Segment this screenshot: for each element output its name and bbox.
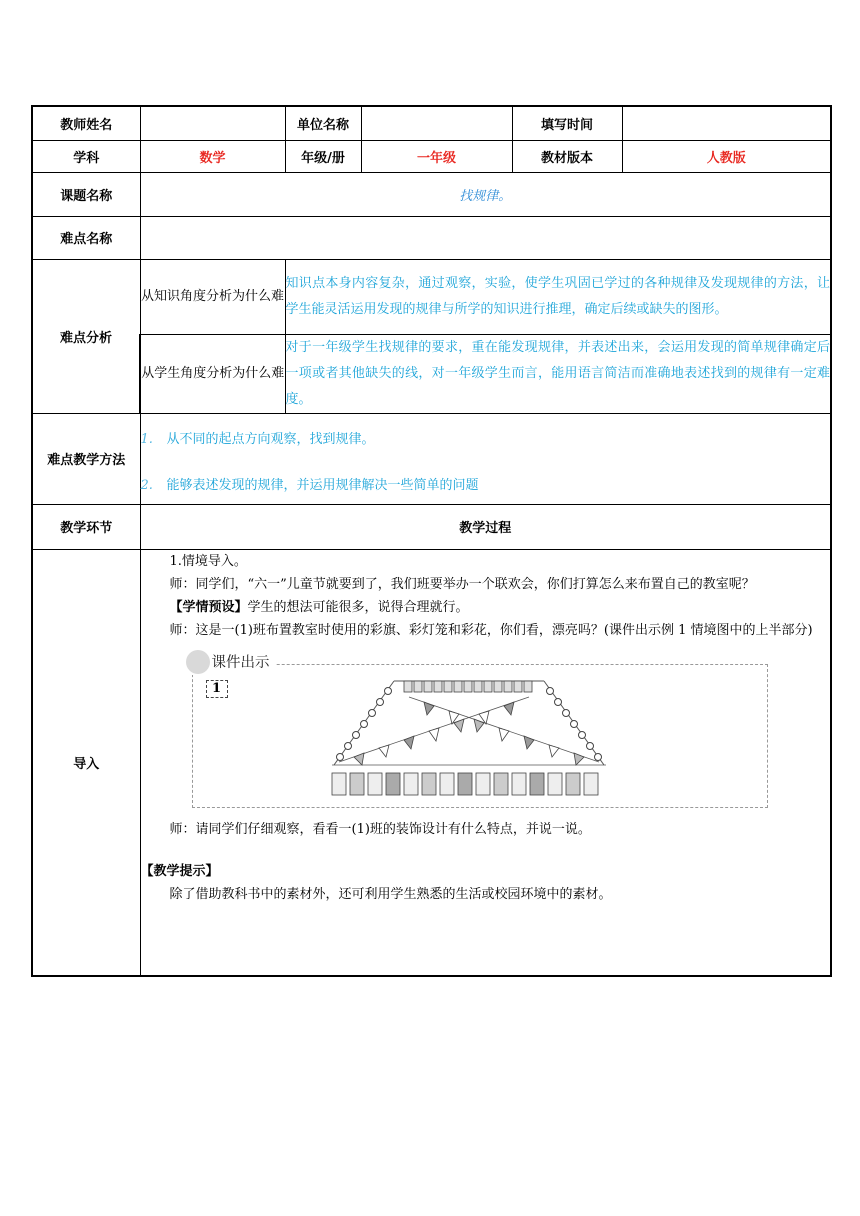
courseware-figure [184,652,768,812]
subject-label: 学科 [32,140,140,172]
lesson-plan-table [31,105,832,977]
knowledge-angle-label: 从知识角度分析为什么难 [140,259,285,334]
teacher-name-label: 教师姓名 [32,106,140,140]
preset-text: 学生的想法可能很多，说得合理就行。 [247,599,469,615]
difficulty-name-value [140,216,831,259]
edition-value: 人教版 [622,140,831,172]
intro-teacher-observe: 师：请同学们仔细观察，看看一(1)班的装饰设计有什么特点，并说一说。 [169,821,591,837]
topic-value: 找规律。 [140,172,831,216]
method-text-1: 从不同的起点方向观察，找到规律。 [166,431,375,447]
courseware-badge-text: 课件出示 [211,654,270,671]
methods-content [140,413,831,504]
info-row-1 [32,106,831,140]
pennant-flags-icon [339,697,599,765]
methods-label: 难点教学方法 [32,413,140,504]
unit-name-label: 单位名称 [285,106,361,140]
info-row-2 [32,140,831,172]
student-angle-text: 对于一年级学生找规律的要求，重在能发现规律，并表述出来，会运用发现的简单规律确定后一项或者其他缺失的线，对一年级学生而言，能用语言简洁而准确地表述找到的规律有一定难度。 [285,334,831,413]
unit-name-value [361,106,512,140]
intro-teacher-show: 师：这是一(1)班布置教室时使用的彩旗、彩灯笼和彩花，你们看，漂亮吗？(课件出示例 1 情境图中的上半部分) [169,622,813,638]
method-num-1: 1. [140,431,153,447]
student-angle-label: 从学生角度分析为什么难 [140,334,285,413]
difficulty-name-row [32,216,831,259]
courseware-badge [192,652,276,675]
intro-preset [141,596,831,619]
intro-heading: 1.情境导入。 [169,553,247,569]
flower-string-icon [334,681,604,765]
topic-row [32,172,831,216]
intro-stage-label: 导入 [32,549,140,976]
method-item-1 [141,430,831,450]
subject-value: 数学 [140,140,285,172]
difficulty-name-label: 难点名称 [32,216,140,259]
fill-time-value [622,106,831,140]
process-header-label: 教学过程 [140,504,831,549]
grade-label: 年级/册 [285,140,361,172]
intro-process-content [140,549,831,976]
fill-time-label: 填写时间 [512,106,622,140]
bottom-lantern-row-icon [332,765,606,795]
topic-label: 课题名称 [32,172,140,216]
teacher-name-value [140,106,285,140]
knowledge-angle-text: 知识点本身内容复杂，通过观察，实验，使学生巩固已学过的各种规律及发现规律的方法，让学生能灵活运用发现的规律与所学的知识进行推理，确定后续或缺失的图形。 [285,259,831,334]
preset-label: 【学情预设】 [169,599,248,615]
process-header-row [32,504,831,549]
method-text-2: 能够表述发现的规律，并运用规律解决一些简单的问题 [166,477,479,493]
analysis-row-student [32,334,831,413]
teaching-tip-label: 【教学提示】 [140,863,219,879]
edition-label: 教材版本 [512,140,622,172]
badge-circle-icon [186,650,210,674]
methods-row [32,413,831,504]
top-lantern-row-icon [404,681,532,692]
method-num-2: 2. [140,477,153,493]
stage-header-label: 教学环节 [32,504,140,549]
method-item-2 [141,476,831,496]
intro-teacher-question: 师：同学们，“六一”儿童节就要到了，我们班要举办一个联欢会，你们打算怎么来布置自己的教室呢？ [169,576,755,592]
grade-value: 一年级 [361,140,512,172]
analysis-row-knowledge [32,259,831,334]
example-number: 1 [206,680,228,698]
intro-row [32,549,831,976]
difficulty-analysis-label: 难点分析 [32,259,140,413]
decoration-illustration [324,677,614,802]
teaching-tip-text: 除了借助教科书中的素材外，还可利用学生熟悉的生活或校园环境中的素材。 [169,886,612,902]
